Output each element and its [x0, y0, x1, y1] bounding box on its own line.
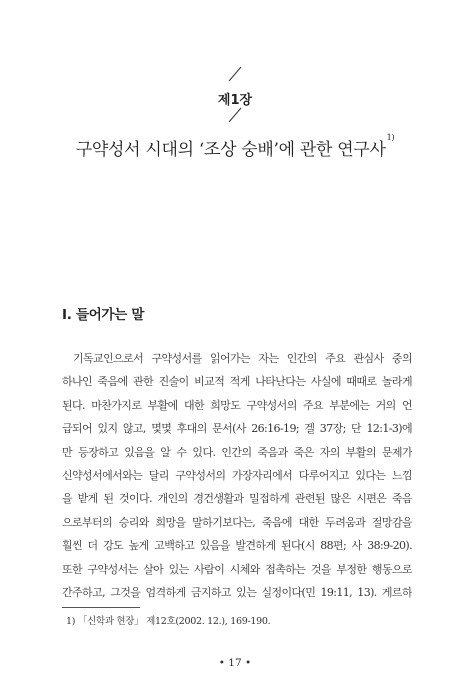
body-line: 급되어 있지 않고, 몇몇 후대의 문서(사 26:16-19; 겔 37장; 단 12:1-3)에 — [62, 422, 412, 436]
body-line: 기독교인으로서 구약성서를 읽어가는 자는 인간의 주요 관심사 중의 — [73, 352, 412, 365]
chapter-title-text: 구약성서 시대의 ‘조상 숭배’에 관한 연구사 — [75, 140, 386, 160]
footnote: 1) 「신학과 현장」 제12호(2002. 12.), 169-190. — [66, 616, 271, 627]
section-heading: I. 들어가는 말 — [62, 307, 145, 323]
body-line: 간주하고, 그것을 엄격하게 금지하고 있는 실정이다(민 19:11, 13). 게르하 — [62, 585, 412, 599]
footnote-reference: 1) — [386, 133, 395, 142]
body-line: 을 받게 된 것이다. 개인의 경건생활과 밀접하게 관련된 많은 시편은 죽음 — [62, 492, 412, 506]
body-line: 된다. 마찬가지로 부활에 대한 희망도 구약성서의 주요 부분에는 거의 언 — [62, 398, 412, 412]
top-slash-ornament — [227, 66, 243, 82]
body-line: 또한 구약성서는 살아 있는 사람이 시체와 접촉하는 것을 부정한 행동으로 — [62, 562, 412, 576]
footnote-divider — [62, 607, 140, 608]
chapter-title — [0, 135, 470, 160]
page-number: • 17 • — [218, 657, 252, 669]
body-line: 만 등장하고 있음을 알 수 있다. 인간의 죽음과 죽은 자의 부활의 문제가 — [62, 445, 412, 459]
body-line: 훨씬 더 강도 높게 고백하고 있음을 발견하게 된다(시 88편; 사 38:9-20). — [62, 539, 412, 553]
body-line: 신약성서에서와는 달리 구약성서의 가장자리에서 다루어지고 있다는 느낌 — [62, 468, 412, 482]
chapter-label: 제1장 — [217, 93, 253, 108]
body-paragraph — [62, 347, 412, 604]
body-line: 으로부터의 승리와 희망을 말하기보다는, 죽음에 대한 두려움과 절망감을 — [62, 515, 412, 529]
body-line: 하나인 죽음에 관한 진술이 비교적 적게 나타난다는 사실에 때때로 놀라게 — [62, 375, 412, 389]
bottom-slash-ornament — [227, 107, 243, 123]
